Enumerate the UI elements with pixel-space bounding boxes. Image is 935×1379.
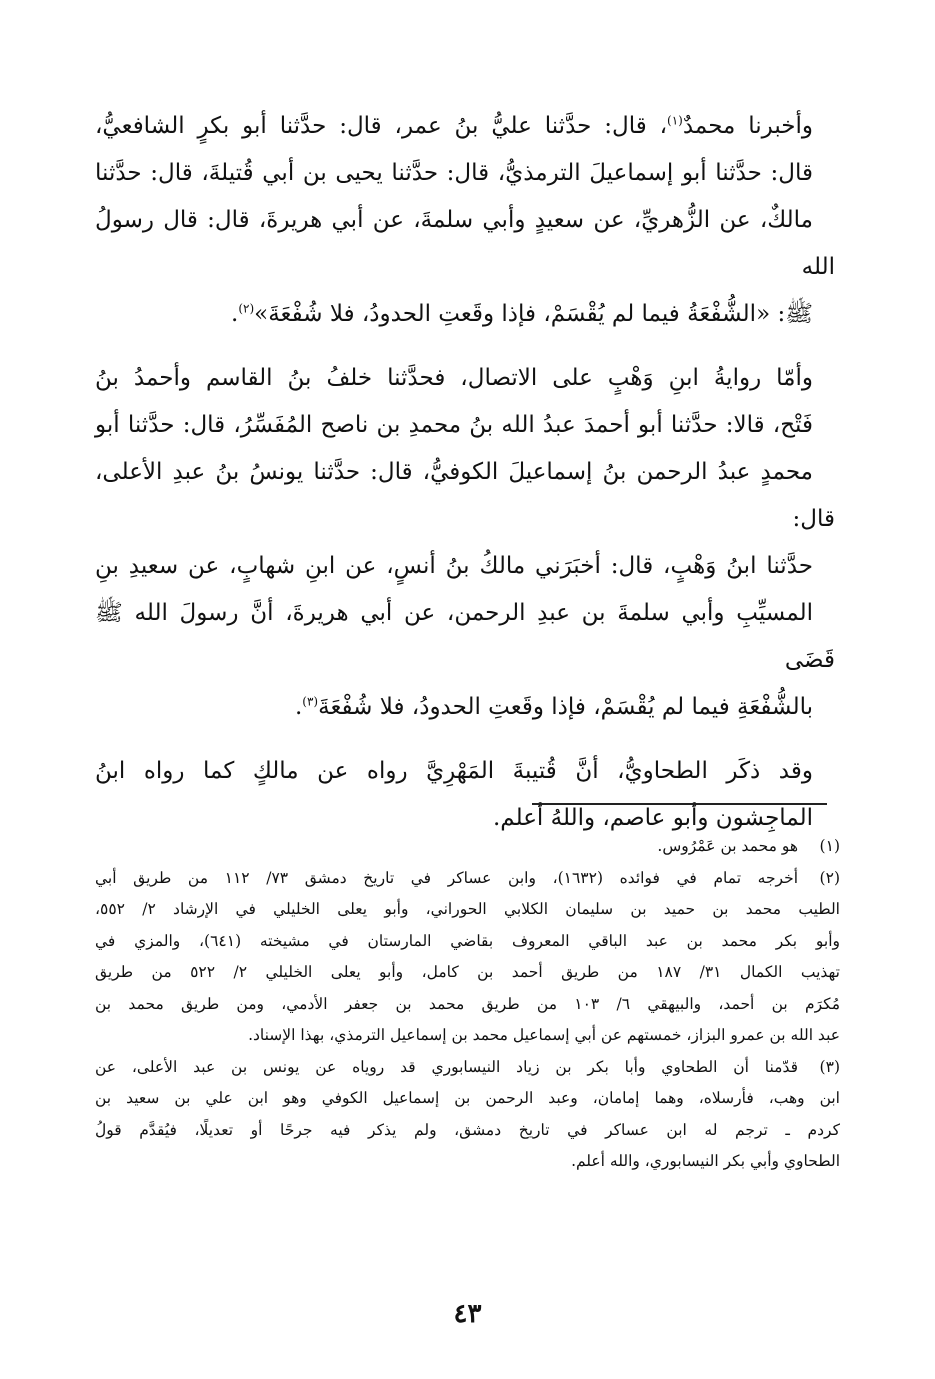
footnote-line: ابن وهب، فأرسلاه، وهما إمامان، وعبد الرحمن بن إسماعيل الكوفي وهو ابن علي بن سعيد بن [95, 1089, 840, 1107]
footnote-line [95, 1052, 840, 1084]
text-line: الماجِشون وأبو عاصم، واللهُ أعلم. [492, 805, 813, 831]
footnote-ref: (٣) [302, 694, 319, 709]
footnote-line: تهذيب الكمال ٣١/ ١٨٧ من طريق أحمد بن كامل، وأبو يعلى الخليلي ٢/ ٥٢٢ من طريق [95, 963, 840, 981]
text-run: أخرجه تمام في فوائده (١٦٣٢)، وابن عساكر في تاريخ دمشق ٧٣/ ١١٢ من طريق أبي [95, 868, 798, 887]
footnote-line: عبد الله بن عمرو البزاز، خمستهم عن أبي إسماعيل محمد بن إسماعيل الترمذي، بهذا الإسناد. [248, 1026, 840, 1044]
text-run: بالشُّفْعَةِ فيما لم يُقْسَمْ، فإذا وقَعتِ الحدودُ، فلا شُفْعَةَ [318, 694, 813, 720]
footnote-line [95, 863, 840, 895]
paragraph [95, 355, 835, 731]
footnote [95, 831, 840, 863]
text-line: وأمّا روايةُ ابنِ وَهْبٍ على الاتصال، فحدَّثنا خلفُ بنُ القاسم وأحمدُ بنُ [95, 365, 813, 391]
text-run: . [294, 694, 303, 720]
text-line [95, 684, 835, 731]
text-line [95, 103, 835, 150]
text-line: مالكٌ، عن الزُّهريِّ، عن سعيدٍ وأبي سلمةَ، عن أبي هريرةَ، قال: قال رسولُ الله [95, 207, 835, 280]
footnote-ref: (١) [667, 113, 683, 128]
text-run: هو محمد بن عَمْرُوس. [657, 837, 798, 855]
text-run: . [231, 301, 239, 327]
footnote [95, 1052, 840, 1178]
text-line: فَتْح، قالا: حدَّثنا أبو أحمدَ عبدُ الله بنُ محمدِ بن ناصح المُفَسِّرُ، قال: حدَّثنا أبو [95, 412, 813, 438]
text-run: ﷺ: «الشُّفْعَةُ فيما لم يُقْسَمْ، فإذا وقَعتِ الحدودُ، فلا شُفْعَةَ» [254, 301, 813, 327]
footnotes [95, 831, 840, 1178]
text-run: ، قال: حدَّثنا عليُّ بنُ عمر، قال: حدَّثنا أبو بكرٍ الشافعيُّ، [95, 113, 667, 139]
footnote-number: (٣) [819, 1057, 840, 1076]
paragraph [95, 748, 835, 842]
footnote [95, 863, 840, 1052]
footnote-line: مُكرَم بن أحمد، والبيهقي ٦/ ١٠٣ من طريق محمد بن جعفر الأدمي، ومن طريق محمد بن [95, 994, 840, 1013]
footnote-number: (١) [819, 837, 840, 855]
text-run: وأخبرنا محمدٌ [682, 113, 813, 139]
text-line: محمدٍ عبدُ الرحمن بنُ إسماعيلَ الكوفيُّ، قال: حدَّثنا يونسُ بنُ عبدِ الأعلى، قال: [95, 459, 835, 532]
footnote-line: وأبو بكر محمد بن عبد الباقي المعروف بقاضي المارستان في مشيخته (٦٤١)، والمزي في [95, 931, 840, 950]
text-line: حدَّثنا ابنُ وَهْبٍ، قال: أخبَرَني مالكُ بنُ أنسٍ، عن ابنِ شهابٍ، عن سعيدِ بنِ [95, 553, 813, 579]
page-number: ٤٣ [453, 1299, 482, 1329]
footnote-number: (٢) [819, 868, 840, 887]
footnote-line: الطيب محمد بن حميد بن سليمان الكلابي الحوراني، وأبو يعلى الخليلي في الإرشاد ٢/ ٥٥٢، [95, 900, 840, 918]
footnote-line: كردم ـ ترجم له ابن عساكر في تاريخ دمشق، ولم يذكر فيه جرحًا أو تعديلًا، فيُقدَّم قولُ [95, 1120, 840, 1139]
footnote-separator [532, 803, 827, 805]
text-line: المسيِّبِ وأبي سلمةَ بن عبدِ الرحمن، عن أبي هريرةَ، أنَّ رسولَ الله ﷺ قَضَى [95, 600, 835, 673]
footnote-ref: (٢) [238, 301, 255, 316]
main-text [95, 103, 835, 859]
footnote-line: الطحاوي وأبي بكر النيسابوري، والله أعلم. [571, 1152, 840, 1170]
text-run: قدّمنا أن الطحاوي وأبا بكر بن زياد النيسابوري قد روياه عن يونس بن عبد الأعلى، عن [95, 1057, 798, 1076]
paragraph [95, 103, 835, 338]
text-line: قال: حدَّثنا أبو إسماعيلَ الترمذيُّ، قال: حدَّثنا يحيى بن أبي قُتيلةَ، قال: حدَّثنا [95, 160, 813, 186]
text-line [95, 291, 835, 338]
footnote-line [95, 831, 840, 863]
text-line: وقد ذكَر الطحاويُّ، أنَّ قُتيبةَ المَهْرِيَّ رواه عن مالكٍ كما رواه ابنُ [95, 758, 813, 784]
